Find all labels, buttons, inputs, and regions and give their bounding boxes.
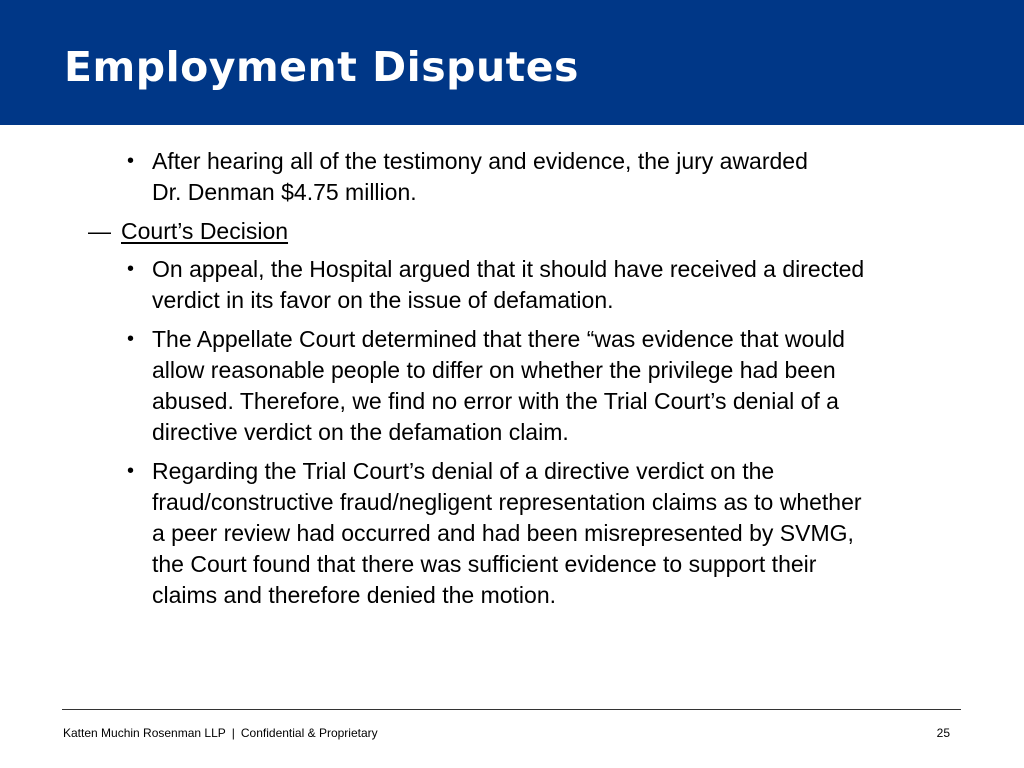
bullet-appellate-court <box>127 324 952 448</box>
bullet-marker: • <box>127 150 135 172</box>
footer-firm-notice <box>63 725 378 741</box>
page-number: 25 <box>936 726 950 740</box>
bullet-marker: • <box>127 258 135 280</box>
bullet-line: Dr. Denman $4.75 million. <box>152 179 417 205</box>
bullet-appeal <box>127 254 952 316</box>
bullet-line: claims and therefore denied the motion. <box>152 582 557 608</box>
bullet-line: fraud/constructive fraud/negligent representation claims as to whether <box>152 489 862 515</box>
footer-divider <box>62 709 961 710</box>
bullet-line: abused. Therefore, we find no error with the Trial Court’s denial of a <box>152 388 839 414</box>
bullet-line: Regarding the Trial Court’s denial of a directive verdict on the <box>152 458 775 484</box>
section-heading-courts-decision <box>88 216 1024 247</box>
footer-separator: | <box>231 726 235 740</box>
bullet-line: On appeal, the Hospital argued that it should have received a directed <box>152 256 865 282</box>
footer-confidential: Confidential & Proprietary <box>240 726 378 740</box>
section-dash: — <box>88 218 111 244</box>
slide-body <box>0 146 1024 619</box>
bullet-line: After hearing all of the testimony and evidence, the jury awarded <box>152 148 808 174</box>
bullet-line: allow reasonable people to differ on whether the privilege had been <box>152 357 836 383</box>
bullet-marker: • <box>127 328 135 350</box>
footer-firm-name: Katten Muchin Rosenman LLP <box>63 726 226 740</box>
bullet-line: verdict in its favor on the issue of defamation. <box>152 287 614 313</box>
bullet-line: directive verdict on the defamation claim. <box>152 419 569 445</box>
bullet-jury-award <box>127 146 952 208</box>
bullet-trial-court-denial <box>127 456 952 611</box>
bullet-line: the Court found that there was sufficient evidence to support their <box>152 551 817 577</box>
slide-title: Employment Disputes <box>64 43 579 91</box>
section-label: Court’s Decision <box>121 218 289 244</box>
bullet-marker: • <box>127 460 135 482</box>
bullet-line: a peer review had occurred and had been misrepresented by SVMG, <box>152 520 854 546</box>
bullet-line: The Appellate Court determined that there “was evidence that would <box>152 326 845 352</box>
slide-header <box>0 0 1024 125</box>
